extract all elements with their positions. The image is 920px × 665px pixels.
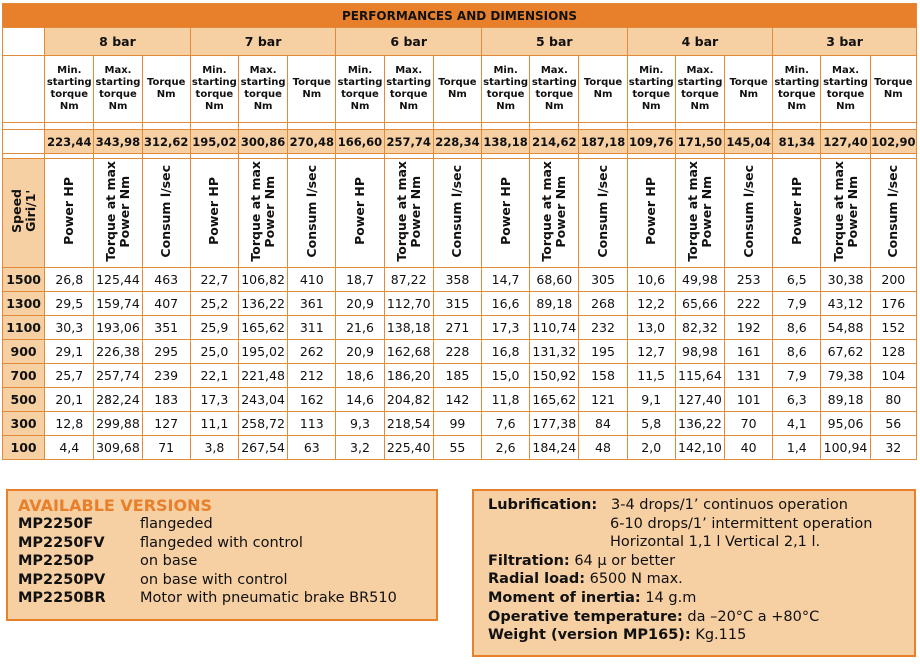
data-value: 18,7: [336, 268, 384, 292]
version-description: flangeded: [140, 516, 213, 532]
spacer-cell: [336, 123, 384, 130]
blank-cell: [3, 130, 45, 154]
data-value: 20,9: [336, 340, 384, 364]
version-item: [18, 552, 426, 571]
perf-header: Torque at max Power Nm: [248, 160, 278, 262]
data-value: 25,9: [190, 316, 238, 340]
column-label: Min. starting torque Nm: [627, 56, 675, 123]
perf-header: Consum l/sec: [595, 164, 610, 258]
column-label: Max. starting torque Nm: [675, 56, 724, 123]
perf-header: Power HP: [206, 177, 222, 245]
data-value: 7,9: [773, 292, 821, 316]
data-value: 282,24: [94, 388, 142, 412]
data-value: 253: [725, 268, 773, 292]
data-value: 43,12: [821, 292, 870, 316]
data-value: 84: [579, 412, 627, 436]
data-value: 121: [579, 388, 627, 412]
version-description: Motor with pneumatic brake BR510: [140, 590, 397, 606]
data-value: 89,18: [530, 292, 579, 316]
perf-header-cell: [530, 159, 579, 268]
perf-header-cell: [870, 159, 916, 268]
data-value: 222: [725, 292, 773, 316]
data-value: 14,6: [336, 388, 384, 412]
data-value: 22,7: [190, 268, 238, 292]
perf-header: Consum l/sec: [449, 164, 465, 258]
perf-header: Power HP: [351, 177, 367, 245]
starting-value: 223,44: [45, 130, 94, 154]
perf-header: Torque at max Power Nm: [684, 160, 714, 262]
speed-value: 700: [3, 364, 45, 388]
spacer-cell: [530, 123, 579, 130]
data-value: 267,54: [238, 436, 287, 460]
data-value: 16,8: [482, 340, 530, 364]
data-value: 30,3: [45, 316, 94, 340]
data-value: 29,1: [45, 340, 94, 364]
column-label: Max. starting torque Nm: [238, 56, 287, 123]
data-value: 221,48: [238, 364, 287, 388]
data-value: 125,44: [94, 268, 142, 292]
data-value: 165,62: [530, 388, 579, 412]
spacer-cell: [627, 123, 675, 130]
data-value: 311: [288, 316, 336, 340]
filtration-line: Filtration: 64 µ or better: [488, 552, 676, 569]
data-value: 257,74: [94, 364, 142, 388]
data-value: 80: [870, 388, 916, 412]
data-value: 4,1: [773, 412, 821, 436]
perf-header: Power HP: [643, 177, 659, 245]
data-value: 17,3: [482, 316, 530, 340]
perf-header: Consum l/sec: [303, 164, 319, 258]
data-value: 131,32: [530, 340, 579, 364]
data-value: 101: [725, 388, 773, 412]
data-value: 49,98: [675, 268, 724, 292]
data-value: 158: [579, 364, 627, 388]
starting-value: 171,50: [675, 130, 724, 154]
starting-value: 166,60: [336, 130, 384, 154]
data-value: 115,64: [675, 364, 724, 388]
data-value: 3,8: [190, 436, 238, 460]
data-value: 3,2: [336, 436, 384, 460]
perf-header-cell: [675, 159, 724, 268]
data-value: 186,20: [384, 364, 433, 388]
lubrification-line-2: 6-10 drops/1’ intermittent operation: [610, 515, 873, 532]
data-value: 142,10: [675, 436, 724, 460]
versions-title: AVAILABLE VERSIONS: [18, 496, 213, 515]
operative-temperature-line: Operative temperature: da –20°C a +80°C: [488, 608, 820, 625]
starting-value: 312,62: [142, 130, 190, 154]
starting-value: 81,34: [773, 130, 821, 154]
data-value: 110,74: [530, 316, 579, 340]
column-label: Max. starting torque Nm: [384, 56, 433, 123]
data-value: 200: [870, 268, 916, 292]
pressure-header: 8 bar: [45, 28, 191, 56]
column-label: Torque Nm: [870, 56, 916, 123]
data-value: 17,3: [190, 388, 238, 412]
version-description: flangeded with control: [140, 534, 303, 551]
data-value: 358: [433, 268, 481, 292]
column-label: Max. starting torque Nm: [530, 56, 579, 123]
spacer-cell: [142, 123, 190, 130]
perf-header: Consum l/sec: [885, 164, 901, 258]
starting-value: 270,48: [288, 130, 336, 154]
data-value: 56: [870, 412, 916, 436]
version-code: MP2250BR: [18, 590, 106, 606]
data-value: 54,88: [821, 316, 870, 340]
speed-value: 1300: [3, 292, 45, 316]
perf-header-cell: [725, 159, 773, 268]
spacer-cell: [3, 123, 45, 130]
data-value: 142: [433, 388, 481, 412]
data-value: 239: [142, 364, 190, 388]
data-value: 104: [870, 364, 916, 388]
perf-header-cell: [773, 159, 821, 268]
data-value: 463: [142, 268, 190, 292]
perf-header: Power HP: [788, 177, 804, 245]
perf-header: Consum l/sec: [740, 164, 756, 258]
data-value: 136,22: [238, 292, 287, 316]
data-value: 30,38: [821, 268, 870, 292]
speed-value: 900: [3, 340, 45, 364]
data-value: 12,8: [45, 412, 94, 436]
starting-value: 145,04: [725, 130, 773, 154]
perf-header-cell: [433, 159, 481, 268]
data-value: 32: [870, 436, 916, 460]
table-row: [3, 436, 917, 460]
data-value: 26,8: [45, 268, 94, 292]
data-value: 7,6: [482, 412, 530, 436]
pressure-header: 4 bar: [627, 28, 773, 56]
data-value: 183: [142, 388, 190, 412]
starting-value: 109,76: [627, 130, 675, 154]
data-value: 165,62: [238, 316, 287, 340]
starting-value: 257,74: [384, 130, 433, 154]
data-value: 98,98: [675, 340, 724, 364]
perf-header: Torque at max Power Nm: [102, 160, 132, 262]
data-value: 63: [288, 436, 336, 460]
data-value: 9,1: [627, 388, 675, 412]
data-value: 7,9: [773, 364, 821, 388]
data-value: 16,6: [482, 292, 530, 316]
column-label: Min. starting torque Nm: [773, 56, 821, 123]
version-description: on base with control: [140, 571, 288, 588]
spacer-cell: [433, 123, 481, 130]
spacer-cell: [384, 123, 433, 130]
data-value: 40: [725, 436, 773, 460]
data-value: 89,18: [821, 388, 870, 412]
table-title: PERFORMANCES AND DIMENSIONS: [3, 4, 917, 28]
starting-value: 214,62: [530, 130, 579, 154]
spacer-cell: [190, 123, 238, 130]
radial-load-line: Radial load: 6500 N max.: [488, 571, 683, 588]
data-value: 9,3: [336, 412, 384, 436]
data-value: 351: [142, 316, 190, 340]
data-value: 410: [288, 268, 336, 292]
perf-header: Torque at max Power Nm: [539, 160, 569, 262]
data-value: 161: [725, 340, 773, 364]
data-value: 20,1: [45, 388, 94, 412]
data-value: 226,38: [94, 340, 142, 364]
perf-header-cell: [190, 159, 238, 268]
table-row: [3, 364, 917, 388]
lubrification-line: Lubrification: 3-4 drops/1’ continuos operation: [488, 497, 848, 513]
data-value: 10,6: [627, 268, 675, 292]
perf-header-cell: [482, 159, 530, 268]
data-value: 258,72: [238, 412, 287, 436]
data-value: 79,38: [821, 364, 870, 388]
available-versions-box: [6, 489, 438, 621]
data-value: 5,8: [627, 412, 675, 436]
data-value: 12,2: [627, 292, 675, 316]
version-item: [18, 515, 426, 534]
data-value: 2,6: [482, 436, 530, 460]
data-value: 11,5: [627, 364, 675, 388]
data-value: 1,4: [773, 436, 821, 460]
data-value: 15,0: [482, 364, 530, 388]
column-label: Max. starting torque Nm: [821, 56, 870, 123]
data-value: 48: [579, 436, 627, 460]
speed-value: 1500: [3, 268, 45, 292]
data-value: 268: [579, 292, 627, 316]
column-label: Torque Nm: [142, 56, 190, 123]
data-value: 11,1: [190, 412, 238, 436]
table-row: [3, 412, 917, 436]
perf-header: Power HP: [61, 177, 77, 245]
spacer-cell: [870, 123, 916, 130]
data-value: 55: [433, 436, 481, 460]
column-label: Min. starting torque Nm: [190, 56, 238, 123]
pressure-header: 7 bar: [190, 28, 336, 56]
data-value: 68,60: [530, 268, 579, 292]
perf-header-cell: [45, 159, 94, 268]
versions-list: [18, 515, 426, 608]
version-description: on base: [140, 553, 198, 569]
data-value: 95,06: [821, 412, 870, 436]
data-value: 20,9: [336, 292, 384, 316]
data-value: 228: [433, 340, 481, 364]
table-row: [3, 292, 917, 316]
starting-value: 102,90: [870, 130, 916, 154]
moment-of-inertia-line: Moment of inertia: 14 g.m: [488, 589, 697, 606]
data-value: 128: [870, 340, 916, 364]
perf-header-cell: [821, 159, 870, 268]
data-value: 106,82: [238, 268, 287, 292]
column-label: Min. starting torque Nm: [45, 56, 94, 123]
data-value: 99: [433, 412, 481, 436]
data-value: 127,40: [675, 388, 724, 412]
speed-header-cell: [3, 159, 45, 268]
data-value: 87,22: [384, 268, 433, 292]
data-value: 152: [870, 316, 916, 340]
spacer-cell: [238, 123, 287, 130]
speed-header: Speed Giri/1': [8, 189, 38, 233]
perf-header: Power HP: [497, 177, 513, 245]
data-value: 361: [288, 292, 336, 316]
data-value: 193,06: [94, 316, 142, 340]
perf-header: Consum l/sec: [158, 164, 174, 258]
pressure-header: 5 bar: [482, 28, 628, 56]
data-value: 192: [725, 316, 773, 340]
column-label: Torque Nm: [579, 56, 627, 123]
perf-header-cell: [94, 159, 142, 268]
data-value: 212: [288, 364, 336, 388]
data-value: 8,6: [773, 316, 821, 340]
data-value: 162: [288, 388, 336, 412]
starting-value: 228,34: [433, 130, 481, 154]
perf-header-cell: [238, 159, 287, 268]
spacer-cell: [482, 123, 530, 130]
data-value: 113: [288, 412, 336, 436]
starting-value: 138,18: [482, 130, 530, 154]
data-value: 305: [579, 268, 627, 292]
data-value: 112,70: [384, 292, 433, 316]
data-value: 136,22: [675, 412, 724, 436]
starting-value: 127,40: [821, 130, 870, 154]
data-value: 100,94: [821, 436, 870, 460]
data-value: 22,1: [190, 364, 238, 388]
data-value: 150,92: [530, 364, 579, 388]
data-value: 131: [725, 364, 773, 388]
spacer-cell: [821, 123, 870, 130]
data-value: 176: [870, 292, 916, 316]
version-code: MP2250F: [18, 516, 94, 532]
lubrification-line-3: Horizontal 1,1 l Vertical 2,1 l.: [610, 534, 821, 551]
data-value: 21,6: [336, 316, 384, 340]
data-value: 12,7: [627, 340, 675, 364]
spacer-cell: [675, 123, 724, 130]
data-value: 14,7: [482, 268, 530, 292]
blank-cell: [3, 56, 45, 123]
starting-value: 300,86: [238, 130, 287, 154]
data-value: 243,04: [238, 388, 287, 412]
corner-cell: [3, 28, 45, 56]
version-item: [18, 534, 426, 553]
perf-header-cell: [579, 159, 627, 268]
column-label: Torque Nm: [725, 56, 773, 123]
pressure-header: 6 bar: [336, 28, 482, 56]
data-value: 295: [142, 340, 190, 364]
perf-header-cell: [142, 159, 190, 268]
column-label: Torque Nm: [433, 56, 481, 123]
spacer-cell: [579, 123, 627, 130]
table-row: [3, 388, 917, 412]
spacer-cell: [45, 123, 94, 130]
data-value: 4,4: [45, 436, 94, 460]
starting-value: 343,98: [94, 130, 142, 154]
column-label: Max. starting torque Nm: [94, 56, 142, 123]
data-value: 71: [142, 436, 190, 460]
data-value: 25,2: [190, 292, 238, 316]
data-value: 67,62: [821, 340, 870, 364]
speed-value: 300: [3, 412, 45, 436]
data-value: 262: [288, 340, 336, 364]
data-value: 2,0: [627, 436, 675, 460]
data-value: 25,7: [45, 364, 94, 388]
starting-value: 195,02: [190, 130, 238, 154]
speed-value: 100: [3, 436, 45, 460]
data-value: 271: [433, 316, 481, 340]
weight-line: Weight (version MP165): Kg.115: [488, 627, 747, 644]
data-value: 127: [142, 412, 190, 436]
version-code: MP2250PV: [18, 571, 106, 588]
spacer-cell: [94, 123, 142, 130]
table-row: [3, 316, 917, 340]
specifications-box: [472, 489, 916, 657]
data-value: 65,66: [675, 292, 724, 316]
column-label: Min. starting torque Nm: [336, 56, 384, 123]
performance-table: [2, 3, 917, 460]
pressure-header: 3 bar: [773, 28, 917, 56]
data-value: 11,8: [482, 388, 530, 412]
data-value: 184,24: [530, 436, 579, 460]
data-value: 204,82: [384, 388, 433, 412]
perf-header-cell: [384, 159, 433, 268]
data-value: 218,54: [384, 412, 433, 436]
data-value: 29,5: [45, 292, 94, 316]
data-value: 25,0: [190, 340, 238, 364]
data-value: 6,5: [773, 268, 821, 292]
spacer-cell: [288, 123, 336, 130]
data-value: 195,02: [238, 340, 287, 364]
data-value: 309,68: [94, 436, 142, 460]
data-value: 18,6: [336, 364, 384, 388]
data-value: 195: [579, 340, 627, 364]
data-value: 177,38: [530, 412, 579, 436]
column-label: Torque Nm: [288, 56, 336, 123]
version-code: MP2250P: [18, 553, 95, 569]
data-value: 225,40: [384, 436, 433, 460]
data-value: 162,68: [384, 340, 433, 364]
perf-header: Torque at max Power Nm: [830, 160, 860, 262]
perf-header: Torque at max Power Nm: [393, 160, 423, 262]
starting-value: 187,18: [579, 130, 627, 154]
speed-value: 1100: [3, 316, 45, 340]
data-value: 299,88: [94, 412, 142, 436]
table-row: [3, 340, 917, 364]
speed-value: 500: [3, 388, 45, 412]
version-code: MP2250FV: [18, 534, 105, 551]
perf-header-cell: [627, 159, 675, 268]
column-label: Min. starting torque Nm: [482, 56, 530, 123]
data-value: 159,74: [94, 292, 142, 316]
data-value: 82,32: [675, 316, 724, 340]
data-value: 185: [433, 364, 481, 388]
perf-header-cell: [336, 159, 384, 268]
data-value: 70: [725, 412, 773, 436]
data-value: 315: [433, 292, 481, 316]
data-value: 407: [142, 292, 190, 316]
spacer-cell: [725, 123, 773, 130]
spacer-cell: [773, 123, 821, 130]
perf-header-cell: [288, 159, 336, 268]
data-value: 6,3: [773, 388, 821, 412]
data-value: 8,6: [773, 340, 821, 364]
version-item: [18, 589, 426, 608]
version-item: [18, 571, 426, 590]
data-value: 232: [579, 316, 627, 340]
data-value: 13,0: [627, 316, 675, 340]
data-value: 138,18: [384, 316, 433, 340]
table-row: [3, 268, 917, 292]
